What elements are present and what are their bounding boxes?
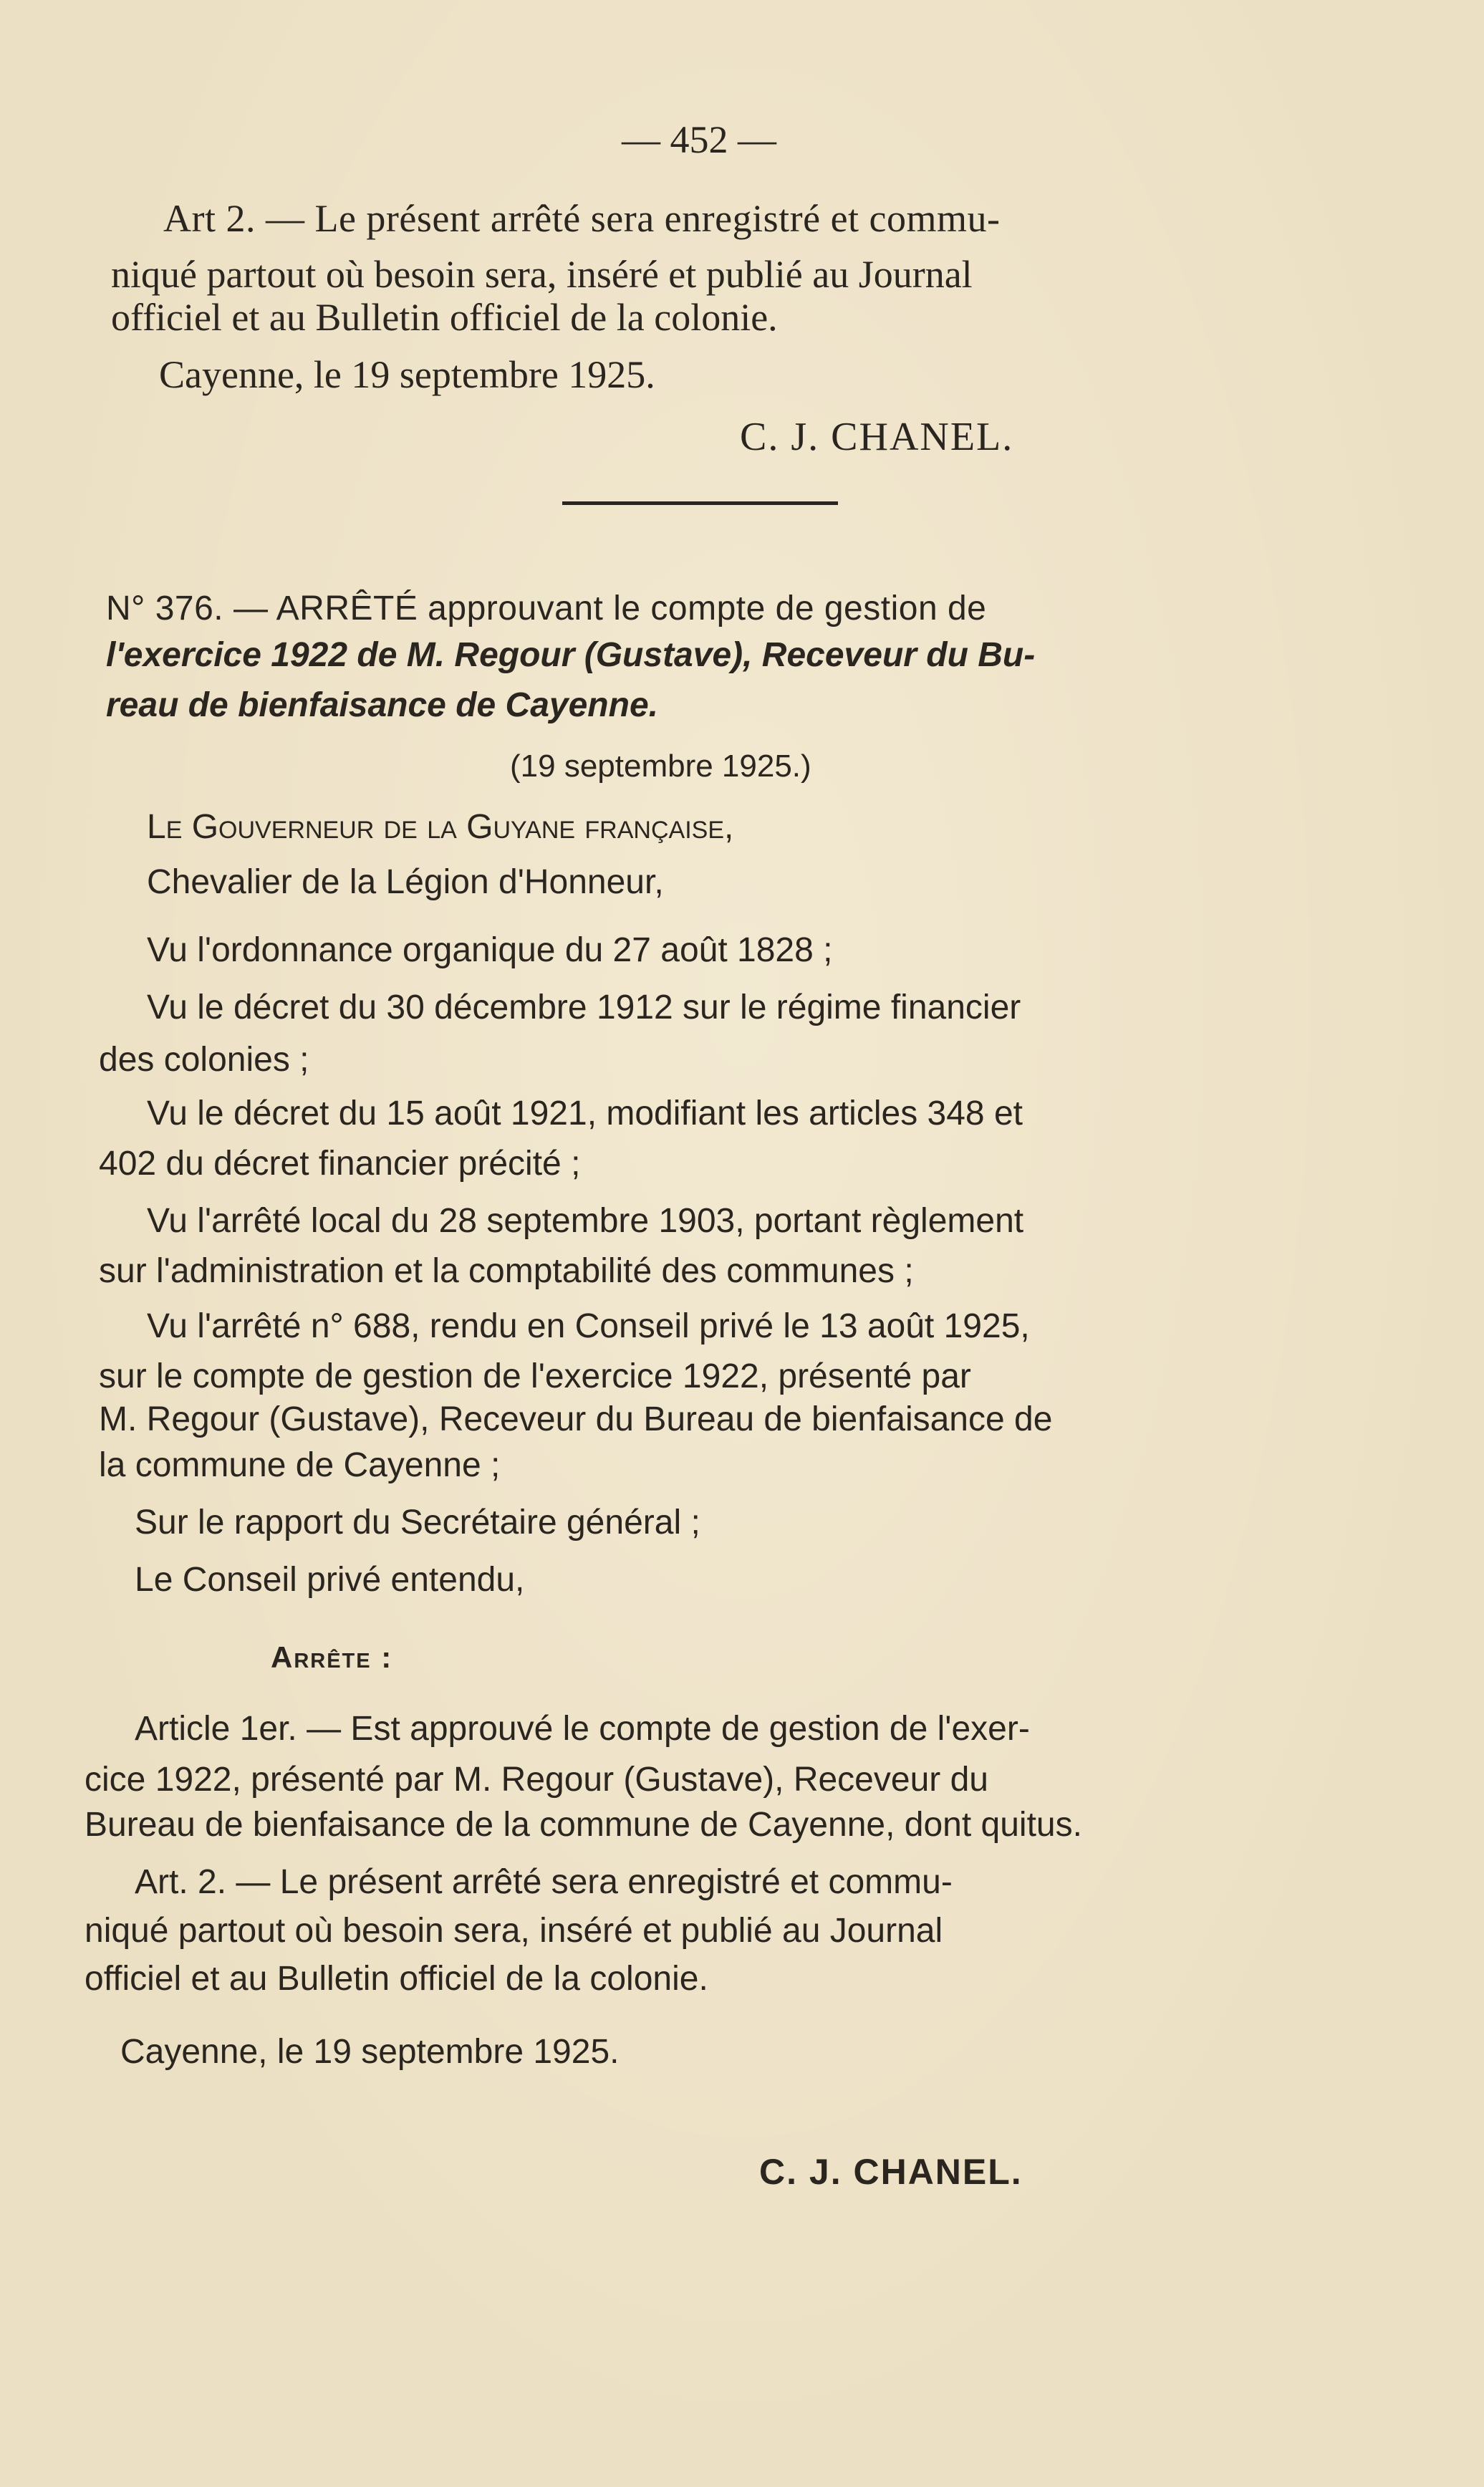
consideration-2a: Vu le décret du 30 décembre 1912 sur le régime financier <box>147 988 1021 1026</box>
consideration-4a: Vu l'arrêté local du 28 septembre 1903, portant règlement <box>147 1202 1024 1240</box>
consideration-5c: M. Regour (Gustave), Receveur du Bureau de bienfaisance de <box>99 1400 1053 1438</box>
consideration-5a: Vu l'arrêté n° 688, rendu en Conseil privé le 13 août 1925, <box>147 1307 1030 1345</box>
consideration-5b: sur le compte de gestion de l'exercice 1922, présenté par <box>99 1357 971 1395</box>
decree-date: Cayenne, le 19 septembre 1925. <box>120 2033 620 2071</box>
consideration-6: Sur le rapport du Secrétaire général ; <box>135 1504 700 1541</box>
consideration-2b: des colonies ; <box>99 1041 309 1079</box>
article2-line-2: niqué partout où besoin sera, inséré et publié au Journal <box>85 1912 943 1950</box>
governor-line-1: Le Gouverneur de la Guyane française, <box>147 808 734 846</box>
prev-article-signature: C. J. CHANEL. <box>740 415 1014 459</box>
consideration-3a: Vu le décret du 15 août 1921, modifiant les articles 348 et <box>147 1095 1023 1132</box>
consideration-1: Vu l'ordonnance organique du 27 août 1828 ; <box>147 931 833 969</box>
arrete-heading: Arrête : <box>271 1640 393 1674</box>
decree-title-line-1: N° 376. — ARRÊTÉ approuvant le compte de gestion de <box>106 590 987 627</box>
decree-signature: C. J. CHANEL. <box>759 2152 1023 2192</box>
consideration-5d: la commune de Cayenne ; <box>99 1446 501 1484</box>
prev-article-line-3: officiel et au Bulletin officiel de la colonie. <box>111 296 778 339</box>
decree-title-line-2: l'exercice 1922 de M. Regour (Gustave), Receveur du Bu- <box>106 636 1036 674</box>
page-number: — 452 — <box>622 118 776 161</box>
decree-title-line-3: reau de bienfaisance de Cayenne. <box>106 686 658 724</box>
section-divider <box>562 501 838 505</box>
article2-line-3: officiel et au Bulletin officiel de la colonie. <box>85 1960 708 1998</box>
article1-line-2: cice 1922, présenté par M. Regour (Gustave), Receveur du <box>85 1761 988 1799</box>
prev-article-line-1: Art 2. — Le présent arrêté sera enregistré et commu- <box>163 197 1001 240</box>
article1-line-3: Bureau de bienfaisance de la commune de Cayenne, dont quitus. <box>85 1806 1082 1844</box>
consideration-4b: sur l'administration et la comptabilité des communes ; <box>99 1252 914 1290</box>
article1-line-1: Article 1er. — Est approuvé le compte de gestion de l'exer- <box>135 1710 1030 1748</box>
decree-date-parenthetical: (19 septembre 1925.) <box>510 749 811 784</box>
article2-line-1: Art. 2. — Le présent arrêté sera enregistré et commu- <box>135 1863 953 1901</box>
prev-article-line-2: niqué partout où besoin sera, inséré et publié au Journal <box>111 253 973 296</box>
consideration-7: Le Conseil privé entendu, <box>135 1561 525 1599</box>
governor-line-2: Chevalier de la Légion d'Honneur, <box>147 863 664 901</box>
consideration-3b: 402 du décret financier précité ; <box>99 1145 581 1183</box>
prev-article-date: Cayenne, le 19 septembre 1925. <box>159 353 655 396</box>
